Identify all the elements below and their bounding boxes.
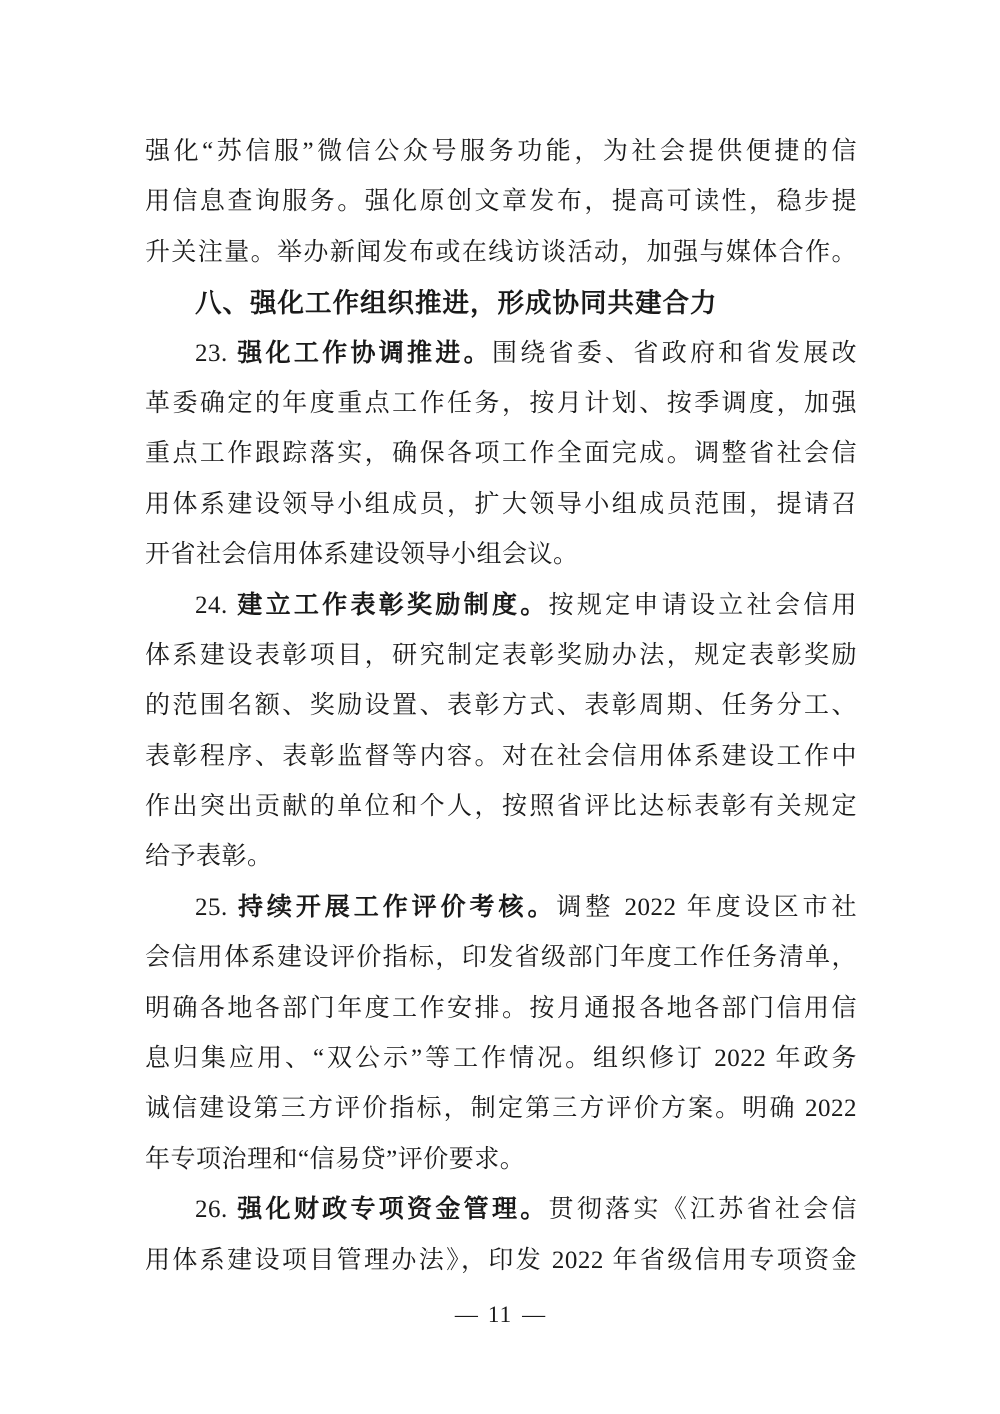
body-text-segment: 强化“苏信服”微信公众号服务功能，为社会提供便捷的信 [145,138,857,165]
body-text-segment: 年专项治理和“信易贷”评价要求。 [145,1145,526,1173]
text-line [145,530,857,580]
paragraph-lead-text: 强化工作协调推进。 [237,339,492,367]
page-number: 11 [487,1302,513,1327]
body-text-segment: 明确各地各部门年度工作安排。按月通报各地各部门信用信 [145,994,857,1022]
body-text-segment: 体系建设表彰项目，研究制定表彰奖励办法，规定表彰奖励 [145,641,857,669]
text-line [145,429,857,479]
body-text-segment: 息归集应用、“双公示”等工作情况。组织修订 2022 年政务 [145,1045,857,1073]
body-text-segment: 按规定申请设立社会信用 [548,591,857,619]
text-line [145,127,857,177]
text-line [145,329,857,379]
text-line [145,681,857,731]
text-line [145,1084,857,1134]
paragraph-lead-text: 建立工作表彰奖励制度。 [237,591,549,619]
text-column [145,127,857,1286]
body-text-segment: 贯彻落实《江苏省社会信 [548,1196,857,1224]
text-line [145,379,857,429]
body-text-segment: 开省社会信用体系建设领导小组会议。 [145,541,579,569]
page-footer [0,1290,1000,1340]
text-line [145,228,857,278]
body-text-segment: 26. [195,1196,238,1224]
body-text-segment: 重点工作跟踪落实，确保各项工作全面完成。调整省社会信 [145,440,857,468]
text-line [145,177,857,227]
paragraph-lead-text: 八、强化工作组织推进，形成协同共建合力 [195,288,718,319]
body-text-segment: 25. [195,893,238,921]
body-text-segment: 会信用体系建设评价指标，印发省级部门年度工作任务清单， [145,944,857,972]
text-line [145,832,857,882]
text-line [145,984,857,1034]
text-line [145,732,857,782]
body-text-segment: 给予表彰。 [145,843,273,871]
text-line [145,1135,857,1185]
footer-left-dash: — [454,1302,478,1327]
body-text-segment: 升关注量。举办新闻发布或在线访谈活动，加强与媒体合作。 [145,238,857,266]
text-line [145,581,857,631]
footer-right-dash: — [522,1302,546,1327]
text-line [145,480,857,530]
paragraph-lead-text: 强化财政专项资金管理。 [237,1196,549,1224]
text-line [145,883,857,933]
body-text-segment: 作出突出贡献的单位和个人，按照省评比达标表彰有关规定 [145,793,857,821]
body-text-segment: 表彰程序、表彰监督等内容。对在社会信用体系建设工作中 [145,742,857,770]
text-line [145,933,857,983]
body-text-segment: 用信息查询服务。强化原创文章发布，提高可读性，稳步提 [145,188,857,216]
body-text-segment: 诚信建设第三方评价指标，制定第三方评价方案。明确 2022 [145,1095,857,1123]
body-text-segment: 革委确定的年度重点工作任务，按月计划、按季调度，加强 [145,389,857,417]
text-line [145,631,857,681]
body-text-segment: 调整 2022 年度设区市社 [556,893,857,921]
text-line [145,782,857,832]
body-text-segment: 用体系建设项目管理办法》，印发 2022 年省级信用专项资金 [145,1246,857,1274]
text-line [145,1236,857,1286]
body-text-segment: 用体系建设领导小组成员，扩大领导小组成员范围，提请召 [145,490,857,518]
body-text-segment: 24. [195,591,238,619]
body-text-segment: 围绕省委、省政府和省发展改 [491,339,857,367]
body-text-segment: 23. [195,339,238,367]
section-heading [145,278,857,328]
paragraph-lead-text: 持续开展工作评价考核。 [237,893,557,921]
text-line [145,1034,857,1084]
text-line [145,1185,857,1235]
body-text-segment: 的范围名额、奖励设置、表彰方式、表彰周期、任务分工、 [145,692,857,720]
